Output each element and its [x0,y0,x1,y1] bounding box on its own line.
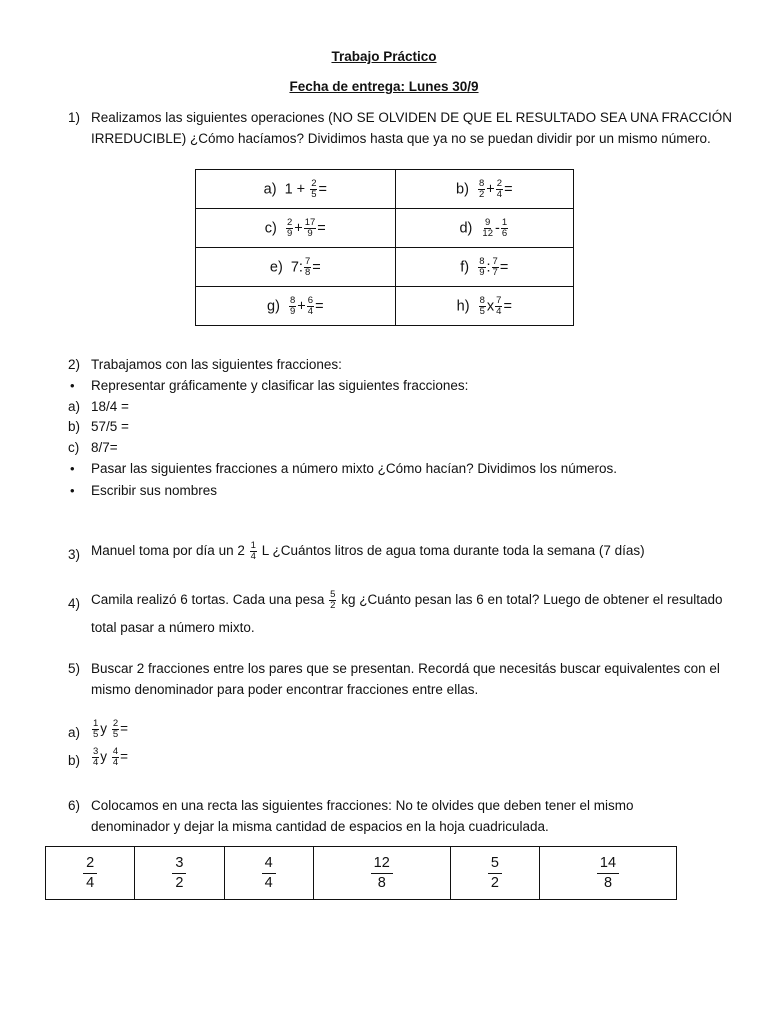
operation-cell [196,287,396,326]
bullet-icon: • [70,378,75,393]
fraction: $\frac{5}{2}$ [330,589,336,611]
equals-sign: = [317,219,326,236]
equals-sign: = [499,258,509,275]
operation-cell [196,209,396,248]
question-2-task-names: Escribir sus nombres [91,483,218,498]
operator: - [494,219,500,236]
question-5-text-cont: mismo denominador para poder encontrar fracciones entre ellas. [91,682,479,697]
fraction: $\frac{4}{4}$ [262,854,276,891]
fraction: $\frac{14}{8}$ [597,854,619,891]
question-1-text: Realizamos las siguientes operaciones (NO SE OLVIDEN DE QUE EL RESULTADO SEA UNA FRACCIÓN [91,110,732,125]
fraction: $\frac{3}{4}$ [93,746,99,768]
item-label: e) [269,258,283,275]
fraction: $\frac{9}{12}$ [482,216,493,239]
question-number: 2) [68,357,81,372]
fraction: $\frac{8}{9}$ [479,255,485,278]
equals-sign: = [315,297,324,314]
fractions-table [45,846,677,900]
fraction: $\frac{3}{2}$ [172,854,186,891]
bullet-icon: • [70,461,75,476]
operator: + [486,180,495,197]
bullet-icon: • [70,483,75,498]
question-2-task-mixed: Pasar las siguientes fracciones a número mixto ¿Cómo hacían? Dividimos los números. [91,461,617,476]
operator: + [297,297,306,314]
fraction-pair: $\frac{3}{4}$ y $\frac{4}{4}$ = [93,746,128,768]
item-label: h) [456,297,470,314]
item-label: g) [267,297,280,314]
fraction: $\frac{7}{7}$ [492,255,498,278]
fraction: $\frac{7}{4}$ [496,294,502,317]
fraction: $\frac{1}{6}$ [501,216,508,239]
operation-cell [395,248,573,287]
operation-cell [395,170,573,209]
operation-cell [196,248,396,287]
fraction: $\frac{8}{5}$ [479,294,485,317]
fraction: $\frac{8}{2}$ [479,177,485,200]
operator: + [294,219,303,236]
fraction: $\frac{17}{9}$ [304,216,316,239]
question-6-text: Colocamos en una recta las siguientes fracciones: No te olvides que deben tener el mismo [91,798,634,813]
fraction-item: 18/4 = [91,399,129,414]
question-number: 4) [68,596,81,611]
fraction-cell [450,847,539,900]
fraction-cell [224,847,313,900]
item-label: b) [456,180,469,197]
question-number: 1) [68,110,81,125]
item-label: d) [459,219,473,236]
question-number: 5) [68,661,81,676]
fraction-cell [539,847,676,900]
fraction-cell [313,847,450,900]
operation-cell [196,170,396,209]
operation-cell [395,209,573,248]
question-4-text-cont: total pasar a número mixto. [91,620,255,635]
fraction-item: 8/7= [91,440,118,455]
item-label: b) [68,419,81,434]
fraction: $\frac{4}{4}$ [112,746,119,768]
question-2-task-represent: Representar gráficamente y clasificar las siguientes fracciones: [91,378,469,393]
fraction: $\frac{1}{4}$ [250,540,256,562]
question-number: 6) [68,798,81,813]
equals-sign: = [503,297,512,314]
fraction-item: 57/5 = [91,419,129,434]
fraction-cell [46,847,135,900]
equals-sign: = [504,180,513,197]
fraction: $\frac{2}{4}$ [83,854,97,891]
fraction: $\frac{12}{8}$ [371,854,393,891]
fraction: $\frac{8}{9}$ [290,294,296,317]
item-label: c) [264,219,277,236]
equals-sign: = [312,258,321,275]
operations-table [195,169,574,326]
operator: x [486,297,495,314]
operand-text: 1 + [284,180,306,197]
question-1-text-cont: IRREDUCIBLE) ¿Cómo hacíamos? Dividimos hasta que ya no se puedan dividir por un mismo número. [91,131,711,146]
item-label: a) [68,399,81,414]
fraction-pair: $\frac{1}{5}$ y $\frac{2}{5}$ = [93,718,128,740]
page-title: Trabajo Práctico [331,49,437,64]
question-5-text: Buscar 2 fracciones entre los pares que se presentan. Recordá que necesitás buscar equivalentes con el [91,661,720,676]
item-label: a) [263,180,277,197]
equals-sign: = [318,180,327,197]
operation-cell [395,287,573,326]
question-6-text-cont: denominador y dejar la misma cantidad de espacios en la hoja cuadriculada. [91,819,549,834]
question-3-text: Manuel toma por día un 2 $\frac{1}{4}$ L ¿Cuántos litros de agua toma durante toda la semana (7 días) [91,540,645,562]
fraction-cell [135,847,224,900]
fraction: $\frac{5}{2}$ [488,854,502,891]
item-label: a) [68,725,81,740]
operator: : [486,258,491,275]
fraction: $\frac{2}{9}$ [286,216,293,239]
fraction: $\frac{2}{5}$ [311,177,317,200]
item-label: f) [460,258,470,275]
question-2-intro: Trabajamos con las siguientes fracciones: [91,357,342,372]
fraction: $\frac{1}{5}$ [93,718,99,740]
fraction: $\frac{2}{5}$ [112,718,119,740]
due-date: Fecha de entrega: Lunes 30/9 [289,79,479,94]
item-label: b) [68,753,81,768]
fraction: $\frac{2}{4}$ [496,177,503,200]
fraction: $\frac{7}{8}$ [304,255,311,278]
question-4-text: Camila realizó 6 tortas. Cada una pesa $\frac{5}{2}$ kg ¿Cuánto pesan las 6 en total? Luego de obtener el resultado [91,589,723,611]
question-number: 3) [68,547,81,562]
operand-text: 7: [290,258,303,275]
fraction: $\frac{6}{4}$ [307,294,314,317]
item-label: c) [68,440,80,455]
